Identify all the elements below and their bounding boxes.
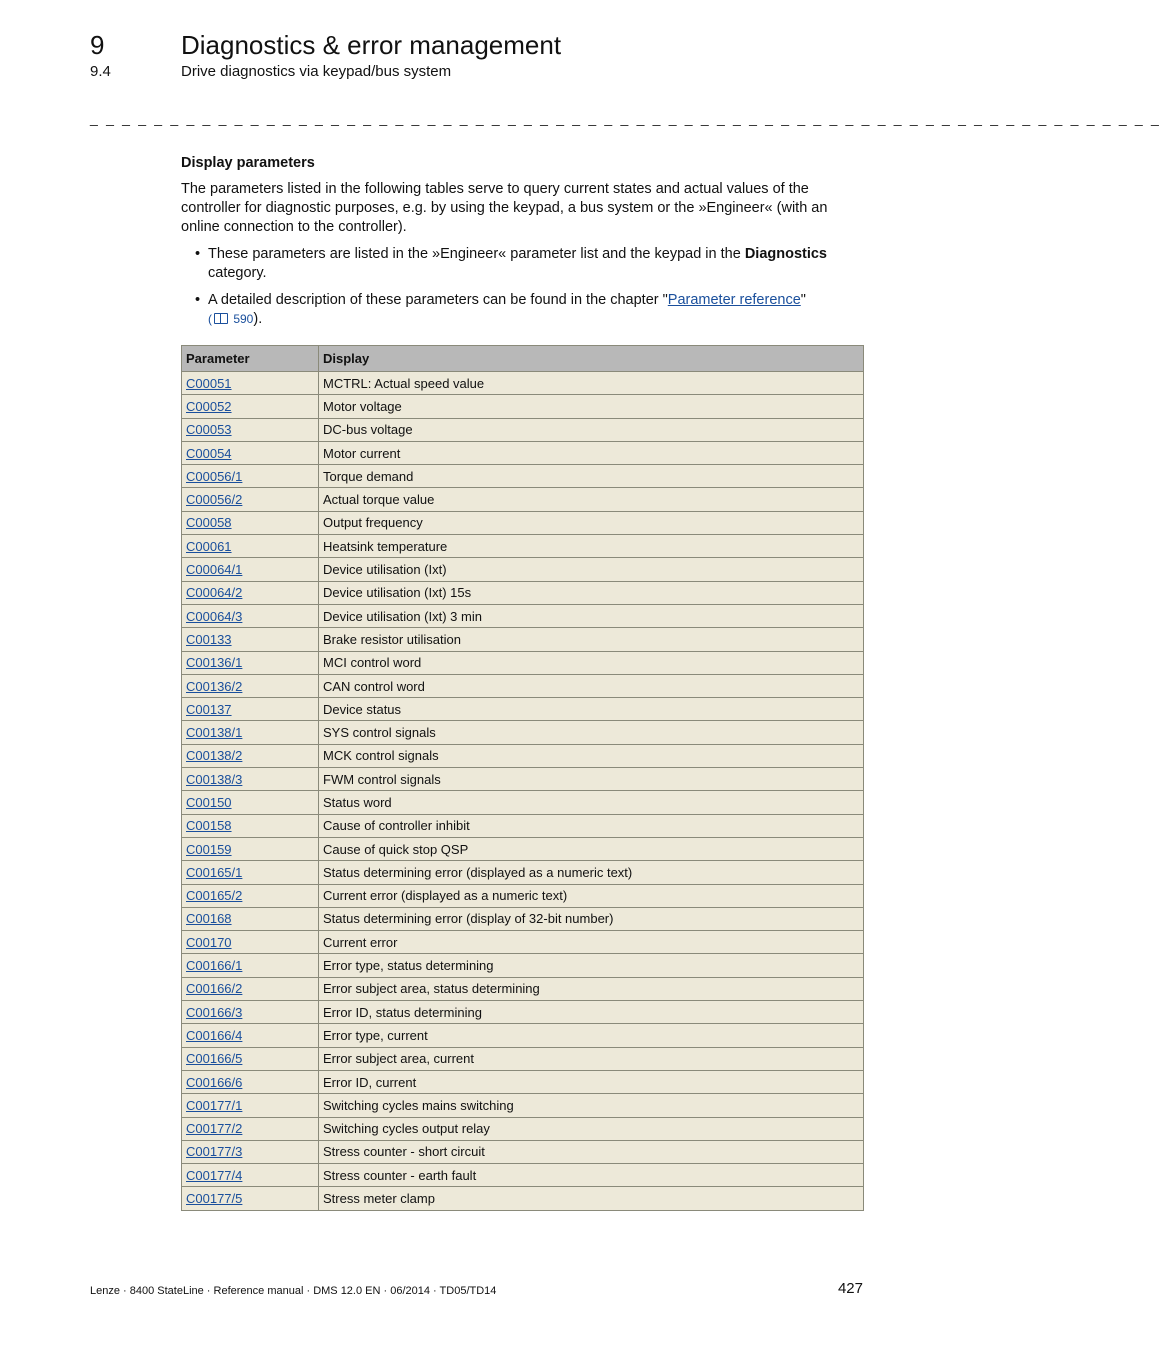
parameter-link[interactable]: C00054 <box>186 445 232 461</box>
parameter-link[interactable]: C00166/1 <box>186 958 243 974</box>
page-reference-link[interactable]: ( 590 <box>208 312 254 326</box>
parameter-cell <box>182 884 319 907</box>
main-content <box>181 152 864 337</box>
parameter-cell <box>182 1001 319 1024</box>
list-item <box>181 291 864 329</box>
parameter-link[interactable]: C00058 <box>186 515 232 531</box>
display-cell: Error ID, current <box>319 1070 864 1093</box>
parameter-cell <box>182 488 319 511</box>
parameter-cell <box>182 511 319 534</box>
parameter-link[interactable]: C00166/5 <box>186 1051 243 1067</box>
display-cell: Device utilisation (Ixt) 3 min <box>319 604 864 627</box>
parameter-cell <box>182 418 319 441</box>
parameter-link[interactable]: C00138/3 <box>186 771 243 787</box>
parameter-link[interactable]: C00168 <box>186 911 232 927</box>
bullet1-bold: Diagnostics <box>744 246 827 262</box>
display-cell: Switching cycles mains switching <box>319 1094 864 1117</box>
display-cell: Switching cycles output relay <box>319 1117 864 1140</box>
parameter-link[interactable]: C00166/6 <box>186 1074 243 1090</box>
parameter-link[interactable]: C00064/3 <box>186 608 243 624</box>
display-cell: Device utilisation (Ixt) 15s <box>319 581 864 604</box>
parameter-cell <box>182 791 319 814</box>
table-row <box>182 791 864 814</box>
parameter-link[interactable]: C00177/1 <box>186 1097 243 1113</box>
table-body <box>182 372 864 1211</box>
parameter-link[interactable]: C00053 <box>186 422 232 438</box>
table-row <box>182 954 864 977</box>
parameter-cell <box>182 954 319 977</box>
parameter-cell <box>182 1024 319 1047</box>
parameter-reference-link[interactable]: Parameter reference <box>667 292 801 308</box>
table-row <box>182 861 864 884</box>
table-row <box>182 721 864 744</box>
table-row <box>182 628 864 651</box>
header-separator: _ _ _ _ _ _ _ _ _ _ _ _ _ _ _ _ _ _ _ _ _ _ _ _ _ _ _ _ _ _ _ _ _ _ _ _ _ _ _ _ _ _ _ _ _ _ _ _ _ _ _ _ _ _ _ _ _ _ _ _ _ _ _ _ _ _ _ <box>90 110 1161 126</box>
parameter-link[interactable]: C00137 <box>186 701 232 717</box>
bullet-icon: • <box>195 292 201 308</box>
parameter-cell <box>182 604 319 627</box>
parameter-link[interactable]: C00061 <box>186 538 232 554</box>
note-list <box>181 245 864 329</box>
table-row <box>182 1094 864 1117</box>
parameter-cell <box>182 1094 319 1117</box>
display-cell: SYS control signals <box>319 721 864 744</box>
display-cell: Error subject area, status determining <box>319 977 864 1000</box>
parameter-link[interactable]: C00052 <box>186 398 232 414</box>
footer-text: Lenze · 8400 StateLine · Reference manual · DMS 12.0 EN · 06/2014 · TD05/TD14 <box>90 1285 497 1297</box>
display-cell: Actual torque value <box>319 488 864 511</box>
bullet1-end: category. <box>208 265 267 281</box>
display-cell: Error ID, status determining <box>319 1001 864 1024</box>
parameter-link[interactable]: C00177/4 <box>186 1167 243 1183</box>
table-row <box>182 1001 864 1024</box>
table-row <box>182 1187 864 1210</box>
parameter-cell <box>182 465 319 488</box>
table-row <box>182 744 864 767</box>
table-row <box>182 535 864 558</box>
table-row <box>182 1164 864 1187</box>
parameter-cell <box>182 581 319 604</box>
table-row <box>182 837 864 860</box>
section-number: 9.4 <box>90 63 111 80</box>
header-parameter: Parameter <box>182 346 319 372</box>
parameter-cell <box>182 1070 319 1093</box>
display-cell: Stress counter - earth fault <box>319 1164 864 1187</box>
display-cell: DC-bus voltage <box>319 418 864 441</box>
table-row <box>182 581 864 604</box>
section-title: Drive diagnostics via keypad/bus system <box>181 63 452 80</box>
parameter-link[interactable]: C00133 <box>186 631 232 647</box>
display-cell: Status determining error (display of 32-bit number) <box>319 907 864 930</box>
table-row <box>182 441 864 464</box>
bullet-icon: • <box>195 246 201 262</box>
parameter-link[interactable]: C00166/2 <box>186 981 243 997</box>
parameter-cell <box>182 721 319 744</box>
display-cell: FWM control signals <box>319 768 864 791</box>
display-cell: Cause of quick stop QSP <box>319 837 864 860</box>
table-header-row <box>182 346 864 372</box>
table-row <box>182 651 864 674</box>
parameter-link[interactable]: C00056/2 <box>186 492 243 508</box>
parameter-link[interactable]: C00150 <box>186 794 232 810</box>
parameter-cell <box>182 674 319 697</box>
table-row <box>182 698 864 721</box>
table-row <box>182 977 864 1000</box>
parameter-cell <box>182 1164 319 1187</box>
parameter-link[interactable]: C00064/1 <box>186 562 243 578</box>
display-cell: Current error (displayed as a numeric text) <box>319 884 864 907</box>
parameter-cell <box>182 768 319 791</box>
parameter-link[interactable]: C00165/1 <box>186 864 243 880</box>
display-cell: Stress meter clamp <box>319 1187 864 1210</box>
parameter-link[interactable]: C00138/1 <box>186 725 243 741</box>
bullet2-text: A detailed description of these parameters can be found in the chapter " <box>208 292 668 308</box>
list-item <box>181 245 864 283</box>
chapter-number: 9 <box>90 30 105 60</box>
display-cell: CAN control word <box>319 674 864 697</box>
table-row <box>182 907 864 930</box>
parameter-cell <box>182 837 319 860</box>
parameter-cell <box>182 814 319 837</box>
table-row <box>182 884 864 907</box>
table-row <box>182 1140 864 1163</box>
parameter-link[interactable]: C00177/5 <box>186 1191 243 1207</box>
parameter-link[interactable]: C00159 <box>186 841 232 857</box>
table-row <box>182 1070 864 1093</box>
parameter-cell <box>182 441 319 464</box>
table-row <box>182 1117 864 1140</box>
parameter-link[interactable]: C00165/2 <box>186 888 243 904</box>
display-cell: Status word <box>319 791 864 814</box>
table-row <box>182 558 864 581</box>
page-reference-close: ). <box>253 311 263 327</box>
parameter-link[interactable]: C00136/2 <box>186 678 243 694</box>
table-row <box>182 1047 864 1070</box>
section-heading: Display parameters <box>181 155 315 171</box>
table-row <box>182 674 864 697</box>
parameter-cell <box>182 628 319 651</box>
display-cell: MCTRL: Actual speed value <box>319 372 864 395</box>
parameter-table <box>181 345 864 1211</box>
display-cell: Error subject area, current <box>319 1047 864 1070</box>
page-number: 427 <box>837 1280 863 1297</box>
display-cell: Torque demand <box>319 465 864 488</box>
table-row <box>182 604 864 627</box>
table-row <box>182 814 864 837</box>
parameter-cell <box>182 1187 319 1210</box>
display-cell: Device utilisation (Ixt) <box>319 558 864 581</box>
display-cell: Motor current <box>319 441 864 464</box>
display-cell: Error type, current <box>319 1024 864 1047</box>
table-row <box>182 395 864 418</box>
table-row <box>182 418 864 441</box>
parameter-cell <box>182 372 319 395</box>
parameter-cell <box>182 744 319 767</box>
parameter-cell <box>182 907 319 930</box>
bullet1-text: These parameters are listed in the »Engineer« parameter list and the keypad in the <box>208 246 745 262</box>
parameter-cell <box>182 1140 319 1163</box>
intro-paragraph: The parameters listed in the following tables serve to query current states and actual values of the controller for diagnostic purposes, e.g. by using the keypad, a bus system or the »Engineer« (with an online connection to the controller). <box>181 181 828 235</box>
display-cell: Motor voltage <box>319 395 864 418</box>
parameter-cell <box>182 558 319 581</box>
parameter-link[interactable]: C00166/4 <box>186 1027 243 1043</box>
table-row <box>182 511 864 534</box>
display-cell: MCI control word <box>319 651 864 674</box>
parameter-link[interactable]: C00158 <box>186 818 232 834</box>
display-cell: Status determining error (displayed as a numeric text) <box>319 861 864 884</box>
table-row <box>182 488 864 511</box>
parameter-link[interactable]: C00138/2 <box>186 748 243 764</box>
parameter-cell <box>182 1117 319 1140</box>
parameter-link[interactable]: C00170 <box>186 934 232 950</box>
display-cell: Output frequency <box>319 511 864 534</box>
display-cell: Device status <box>319 698 864 721</box>
parameter-link[interactable]: C00051 <box>186 375 232 391</box>
display-cell: Stress counter - short circuit <box>319 1140 864 1163</box>
parameter-cell <box>182 395 319 418</box>
parameter-link[interactable]: C00177/3 <box>186 1144 243 1160</box>
display-cell: Error type, status determining <box>319 954 864 977</box>
parameter-link[interactable]: C00136/1 <box>186 655 243 671</box>
table-row <box>182 372 864 395</box>
bullet2-end: " <box>800 292 806 308</box>
parameter-link[interactable]: C00166/3 <box>186 1004 243 1020</box>
parameter-link[interactable]: C00056/1 <box>186 468 243 484</box>
display-cell: Cause of controller inhibit <box>319 814 864 837</box>
display-cell: MCK control signals <box>319 744 864 767</box>
display-cell: Brake resistor utilisation <box>319 628 864 651</box>
book-icon <box>214 313 228 324</box>
parameter-cell <box>182 698 319 721</box>
chapter-title: Diagnostics & error management <box>181 30 562 60</box>
parameter-cell <box>182 977 319 1000</box>
parameter-link[interactable]: C00177/2 <box>186 1121 243 1137</box>
table-row <box>182 931 864 954</box>
parameter-cell <box>182 861 319 884</box>
header-display: Display <box>319 346 864 372</box>
parameter-cell <box>182 1047 319 1070</box>
display-cell: Current error <box>319 931 864 954</box>
table-row <box>182 465 864 488</box>
parameter-cell <box>182 535 319 558</box>
table-row <box>182 768 864 791</box>
parameter-link[interactable]: C00064/2 <box>186 585 243 601</box>
parameter-cell <box>182 931 319 954</box>
display-cell: Heatsink temperature <box>319 535 864 558</box>
parameter-cell <box>182 651 319 674</box>
table-row <box>182 1024 864 1047</box>
